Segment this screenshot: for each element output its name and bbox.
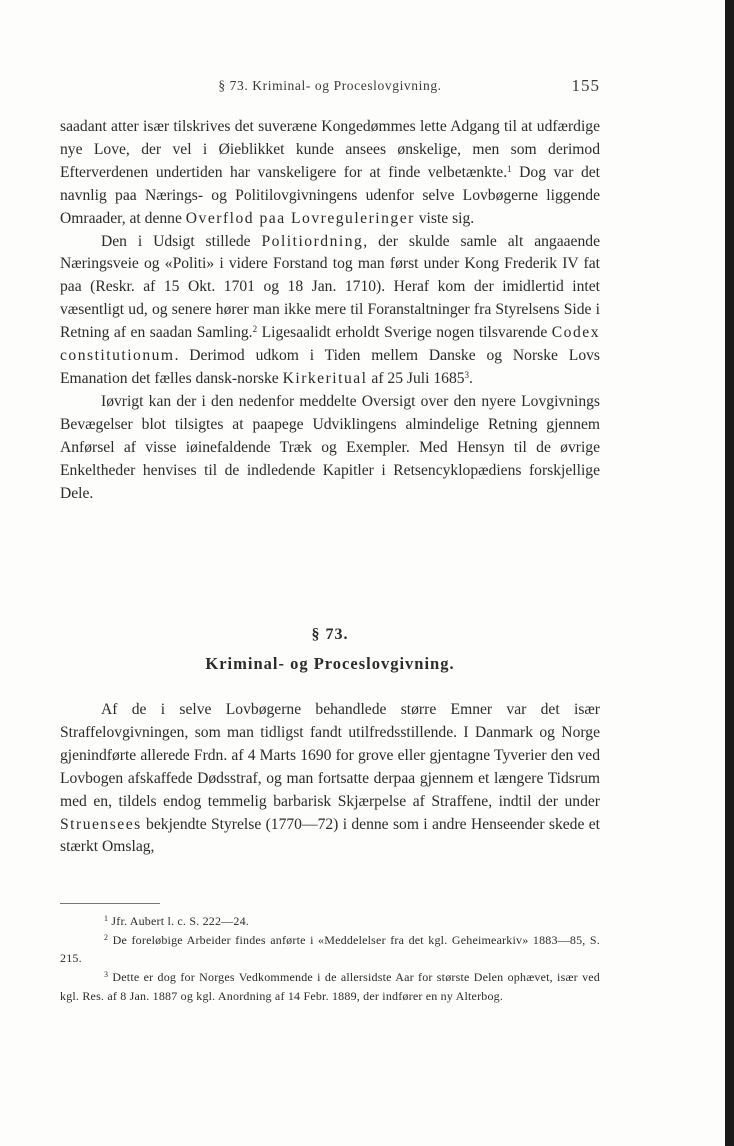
- footnote-marker: 3: [464, 369, 470, 380]
- text-run: , der skulde samle alt angaaende Næringsveie og «Politi» i videre Forstand tog man først under Kong Frederik IV fat paa (Reskr. af 15 Okt. 1701 og 18 Jan. 1710). Heraf kom der imidlertid intet væsentligt ud, og senere hører man ikke mere til Foranstaltninger fra Styrelsens Side i Retning af en saadan Samling.: [60, 232, 600, 342]
- footnote-marker: 2: [104, 932, 109, 942]
- footnote-divider: [60, 903, 160, 904]
- footnote-marker: 3: [104, 970, 109, 980]
- section-number: § 73.: [311, 626, 349, 643]
- paragraph: [60, 116, 600, 231]
- footnote: [60, 968, 600, 1005]
- text-run: saadant atter især tilskrives det suveræne Kongedømmes lette Adgang til at udfærdige nye Love, der vel i Øieblikket kunde ansees ønskelige, men som derimod Efterverdenen undertiden har vanskeligere for at finde velbetænkte.: [60, 118, 600, 181]
- text-run: Jfr. Aubert l. c. S. 222—24.: [108, 914, 249, 928]
- text-run: Iøvrigt kan der i den nedenfor meddelte Oversigt over den nyere Lovgivnings Bevægelser blot tilsigtes at paapege Udviklingens almindelige Retning gjennem Anførsel af visse iøinefaldende Træk og Exempler. Med Hensyn til de øvrige Enkeltheder henvises til de indledende Kapitler i Retsencyklopædiens forskjellige Dele.: [60, 392, 600, 502]
- footnote: [60, 931, 600, 968]
- text-run: Dette er dog for Norges Vedkommende i de allersidste Aar for største Delen ophævet, især ved kgl. Res. af 8 Jan. 1887 og kgl. Anordning af 14 Febr. 1889, der indfører en ny Alterbog.: [60, 970, 600, 1003]
- spaced-emphasis: Struensees: [60, 815, 142, 833]
- text-run: af 25 Juli 1685: [367, 369, 465, 387]
- text-run: Dog var det navnlig paa Nærings- og Politilovgivningens udenfor selve Lovbøgerne liggende Omraader, at denne: [60, 163, 601, 227]
- text-run: Ligesaalidt erholdt Sverige nogen tilsvarende: [257, 324, 552, 342]
- text-run: .: [469, 369, 473, 387]
- paragraph: [60, 699, 600, 859]
- footnotes: [60, 912, 600, 1006]
- text-run: De foreløbige Arbeider findes anførte i «Meddelelser fra det kgl. Geheimearkiv» 1883—85, S. 215.: [60, 932, 600, 966]
- footnote: [60, 912, 600, 931]
- running-head: [60, 76, 600, 100]
- continuation-text: [60, 116, 600, 505]
- spaced-emphasis: Kirkeritual: [282, 369, 368, 387]
- section-heading: Kriminal- og Proceslovgivning.: [205, 654, 455, 673]
- text-run: Af de i selve Lovbøgerne behandlede større Emner var det især Straffelovgivningen, som man tidligst fandt utilfredsstillende. I Danmark og Norge gjenindførte allerede Frdn. af 4 Marts 1690 for grove eller gjentagne Tyverier den ved Lovbogen afskaffede Dødsstraf, og man fortsatte derpaa gjennem et længere Tidsrum med en, tildels endog temmelig barbarisk Skjærpelse af Straffene, indtil der under: [60, 701, 600, 810]
- page-number: 155: [571, 76, 600, 95]
- footnote-marker: 1: [507, 163, 512, 174]
- scan-edge: [725, 0, 734, 1146]
- text-run: Den i Udsigt stillede: [101, 232, 262, 250]
- paragraph: [60, 391, 600, 506]
- paragraph: [60, 231, 600, 391]
- footnote-marker: 2: [252, 324, 258, 335]
- text-run: bekjendte Styrelse (1770—72) i denne som i andre Henseender skede et stærkt Omslag,: [60, 815, 600, 856]
- text-run: viste sig.: [414, 209, 475, 227]
- text-run: . Derimod udkom i Tiden mellem Danske og Norske Lovs Emanation det fælles dansk-norske: [60, 347, 600, 387]
- spaced-emphasis: Politiordning: [261, 232, 364, 250]
- running-head-title: § 73. Kriminal- og Proceslovgivning.: [218, 78, 442, 93]
- spaced-emphasis: Overflod paa Lovreguleringer: [185, 209, 415, 227]
- spaced-emphasis: Codex constitutionum: [60, 324, 600, 365]
- section-body-text: [60, 699, 600, 859]
- footnote-marker: 1: [104, 914, 109, 923]
